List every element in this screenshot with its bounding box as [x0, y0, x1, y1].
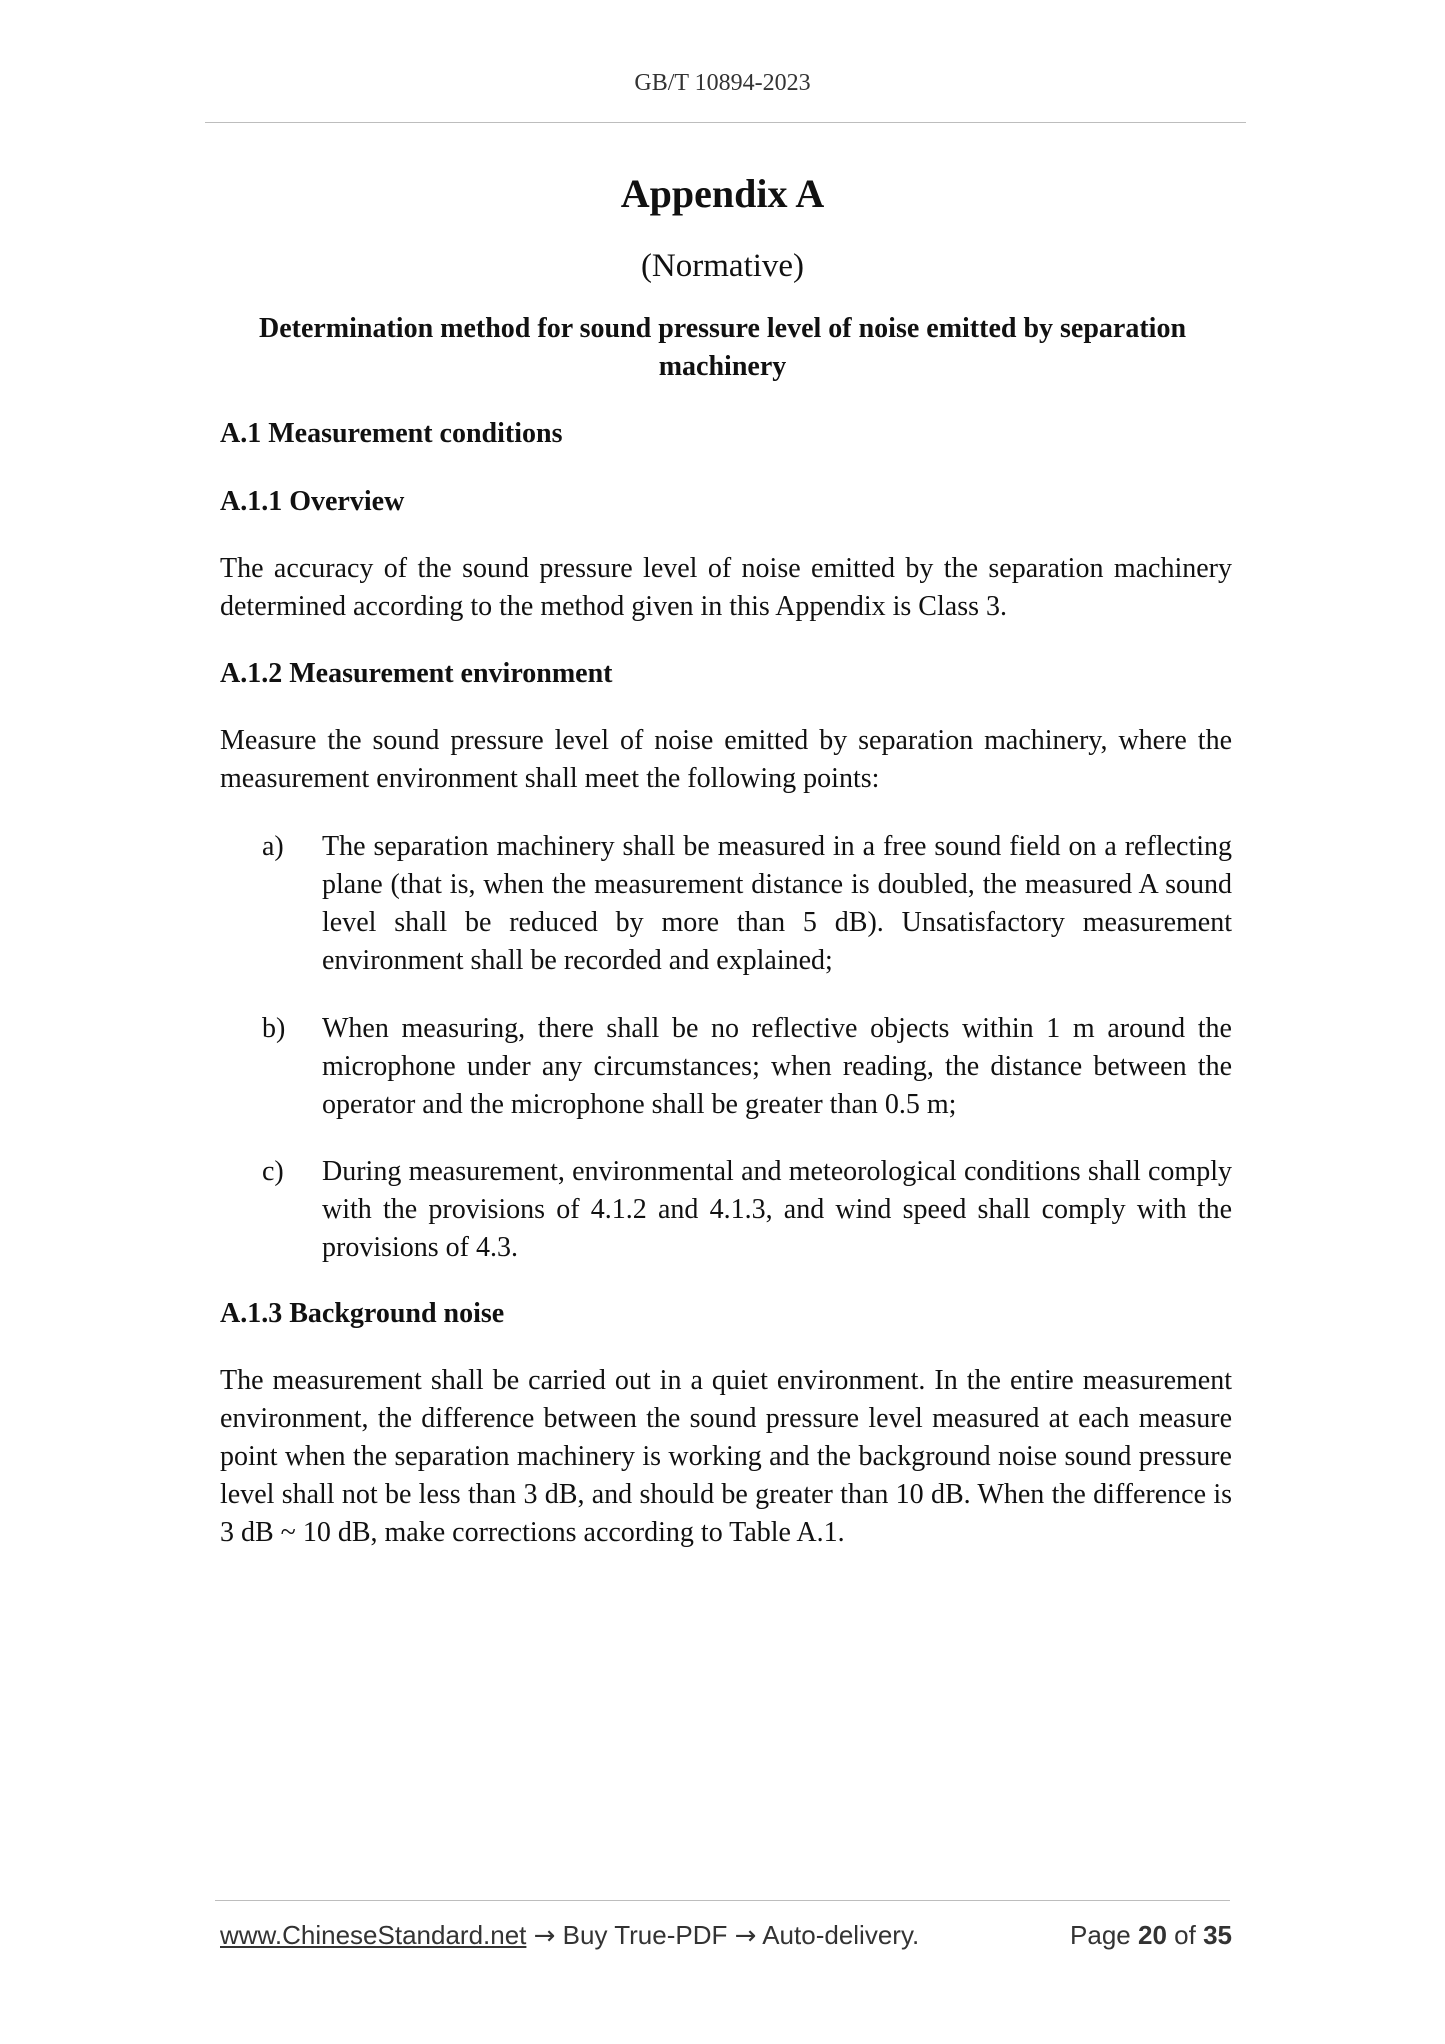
- section-heading-a1-1: A.1.1 Overview: [220, 486, 405, 517]
- website-link[interactable]: www.ChineseStandard.net: [220, 1920, 527, 1950]
- list-marker: a): [262, 831, 284, 862]
- page-number: 20: [1138, 1920, 1167, 1950]
- arrow-right-icon: →: [533, 1921, 556, 1951]
- total-pages: 35: [1203, 1920, 1232, 1950]
- arrow-right-icon: →: [734, 1921, 757, 1951]
- paragraph-a1-1: The accuracy of the sound pressure level of noise emitted by the separation machinery determined according to the method given in this Appendix is Class 3.: [220, 553, 1232, 622]
- section-heading-a1-3: A.1.3 Background noise: [220, 1298, 505, 1329]
- paragraph-a1-2: Measure the sound pressure level of noise emitted by separation machinery, where the measurement environment shall meet the following points:: [220, 725, 1232, 794]
- appendix-type: (Normative): [640, 248, 805, 284]
- list-item-b: [262, 1010, 1232, 1124]
- section-heading-a1: A.1 Measurement conditions: [220, 418, 563, 449]
- list-item-c: [262, 1153, 1232, 1267]
- header-divider: [205, 122, 1246, 123]
- of-label: of: [1174, 1920, 1196, 1950]
- list-item-a: [262, 828, 1232, 980]
- delivery-text: Auto-delivery.: [762, 1920, 920, 1950]
- page-footer: [220, 1920, 1232, 1951]
- page-header: GB/T 10894-2023: [634, 70, 811, 96]
- page-label: Page: [1070, 1920, 1131, 1950]
- paragraph-a1-3: The measurement shall be carried out in a quiet environment. In the entire measurement environment, the difference between the sound pressure level measured at each measure point when the separation machinery is working and the background noise sound pressure level shall not be less than 3 dB, and should be greater than 10 dB. When the difference is 3 dB ~ 10 dB, make corrections according to Table A.1.: [220, 1365, 1232, 1548]
- list-marker: c): [262, 1156, 284, 1187]
- footer-divider: [215, 1900, 1230, 1901]
- list-item-text: During measurement, environmental and meteorological conditions shall comply with the provisions of 4.1.2 and 4.1.3, and wind speed shall comply with the provisions of 4.3.: [322, 1156, 1232, 1263]
- list-marker: b): [262, 1013, 286, 1044]
- appendix-subtitle: Determination method for sound pressure level of noise emitted by separation machinery: [258, 313, 1187, 382]
- appendix-title: Appendix A: [620, 171, 825, 216]
- list-item-text: The separation machinery shall be measured in a free sound field on a reflecting plane (that is, when the measurement distance is doubled, the measured A sound level shall be reduced by more than 5 dB). Unsatisfactory measurement environment shall be recorded and explained;: [322, 831, 1232, 976]
- buy-text: Buy True-PDF: [562, 1920, 728, 1950]
- page-indicator: [1070, 1920, 1232, 1951]
- list-item-text: When measuring, there shall be no reflective objects within 1 m around the microphone under any circumstances; when reading, the distance between the operator and the microphone shall be greater than 0.5 m;: [322, 1013, 1232, 1120]
- section-heading-a1-2: A.1.2 Measurement environment: [220, 658, 613, 689]
